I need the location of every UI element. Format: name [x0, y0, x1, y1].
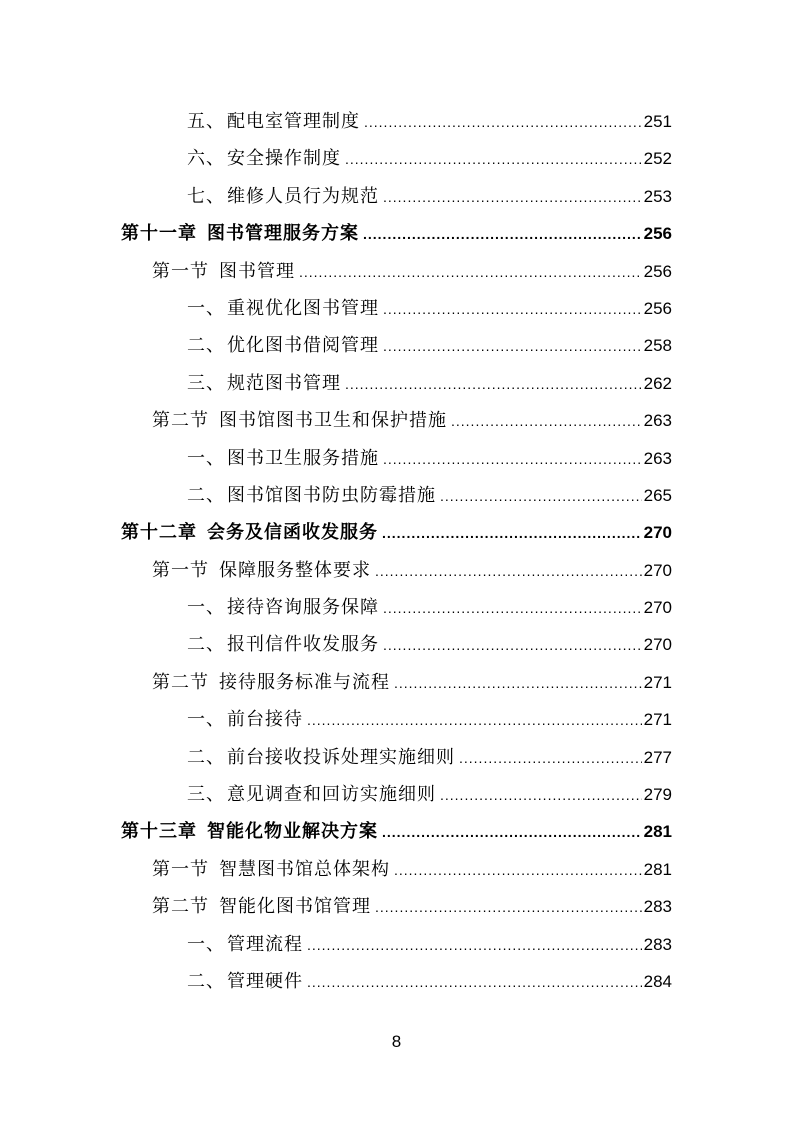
toc-dot-leader [383, 179, 642, 216]
toc-entry-page: 277 [643, 747, 672, 767]
toc-entry-label [152, 402, 447, 439]
toc-entry-label [187, 926, 303, 963]
toc-entry-title: 管理流程 [227, 933, 303, 955]
toc-dot-leader [307, 964, 642, 1001]
toc-entry[interactable] [0, 253, 793, 290]
toc-entry-title: 接待咨询服务保障 [227, 597, 379, 619]
toc-dot-leader [394, 665, 642, 702]
toc-entry-page: 281 [643, 822, 672, 842]
toc-entry-title: 会务及信函收发服务 [207, 522, 378, 544]
toc-entry[interactable] [0, 626, 793, 663]
toc-entry-number: 第一节 [152, 858, 209, 880]
toc-entry-label [187, 963, 303, 1000]
toc-dot-leader [383, 291, 642, 328]
toc-dot-leader [459, 740, 642, 777]
toc-entry-page: 256 [643, 298, 672, 318]
toc-entry-title: 图书管理服务方案 [207, 223, 359, 245]
toc-entry-page: 262 [643, 373, 672, 393]
toc-dot-leader [383, 590, 642, 627]
toc-entry-label [152, 664, 390, 701]
toc-entry-page: 281 [643, 859, 672, 879]
toc-entry-label [187, 589, 379, 626]
toc-entry-label [187, 440, 379, 477]
toc-entry[interactable] [0, 888, 793, 925]
toc-entry-title: 前台接待 [227, 709, 303, 731]
toc-entry-title: 安全操作制度 [227, 148, 341, 170]
toc-entry-number: 一、 [187, 933, 225, 955]
toc-dot-leader [383, 328, 642, 365]
toc-entry-label [187, 701, 303, 738]
toc-entry-number: 一、 [187, 297, 225, 319]
toc-entry-title: 报刊信件收发服务 [227, 634, 379, 656]
toc-entry-page: 284 [643, 971, 672, 991]
toc-entry-number: 第十一章 [121, 223, 197, 245]
toc-entry-number: 第十二章 [121, 522, 197, 544]
toc-entry-number: 七、 [187, 185, 225, 207]
toc-entry-page: 253 [643, 186, 672, 206]
toc-dot-leader [375, 553, 642, 590]
toc-entry-number: 六、 [187, 148, 225, 170]
toc-entry[interactable] [0, 739, 793, 776]
toc-entry-number: 第一节 [152, 260, 209, 282]
toc-entry-label [121, 813, 378, 850]
toc-entry-number: 二、 [187, 484, 225, 506]
toc-entry-page: 265 [643, 485, 672, 505]
toc-entry-title: 管理硬件 [227, 970, 303, 992]
toc-entry-number: 第二节 [152, 671, 209, 693]
toc-dot-leader [364, 104, 642, 141]
toc-entry-label [187, 776, 436, 813]
toc-entry-label [152, 888, 371, 925]
toc-entry-title: 图书馆图书卫生和保护措施 [219, 410, 447, 432]
toc-entry[interactable] [0, 851, 793, 888]
toc-entry-page: 270 [643, 560, 672, 580]
toc-entry-page: 283 [643, 897, 672, 917]
toc-entry[interactable] [0, 402, 793, 439]
toc-entry-label [152, 552, 371, 589]
toc-entry-title: 智能化图书馆管理 [219, 896, 371, 918]
toc-entry[interactable] [0, 178, 793, 215]
toc-entry[interactable] [0, 440, 793, 477]
toc-entry-number: 二、 [187, 335, 225, 357]
toc-entry-label [187, 365, 341, 402]
toc-entry[interactable] [0, 477, 793, 514]
toc-entry[interactable] [0, 701, 793, 738]
toc-entry-title: 保障服务整体要求 [219, 559, 371, 581]
toc-entry-label [187, 626, 379, 663]
toc-dot-leader [382, 814, 642, 851]
toc-dot-leader [440, 478, 642, 515]
toc-entry[interactable] [0, 963, 793, 1000]
toc-entry-title: 智能化物业解决方案 [207, 821, 378, 843]
toc-entry-page: 256 [643, 261, 672, 281]
toc-entry[interactable] [0, 813, 793, 850]
toc-dot-leader [307, 702, 642, 739]
toc-dot-leader [363, 216, 642, 253]
toc-dot-leader [394, 852, 642, 889]
toc-entry-page: 252 [643, 149, 672, 169]
toc-entry-number: 第二节 [152, 410, 209, 432]
toc-entry-title: 图书管理 [219, 260, 295, 282]
toc-entry-label [121, 215, 359, 252]
toc-entry-title: 维修人员行为规范 [227, 185, 379, 207]
toc-entry[interactable] [0, 664, 793, 701]
toc-entry-label [152, 253, 295, 290]
toc-entry-title: 前台接收投诉处理实施细则 [227, 746, 455, 768]
toc-entry-number: 二、 [187, 970, 225, 992]
toc-entry-number: 第十三章 [121, 821, 197, 843]
toc-entry-number: 第二节 [152, 896, 209, 918]
toc-entry-page: 263 [643, 448, 672, 468]
toc-entry-page: 251 [643, 112, 672, 131]
toc-entry-page: 258 [643, 336, 672, 356]
toc-entry-number: 五、 [187, 111, 225, 132]
toc-entry-number: 一、 [187, 597, 225, 619]
toc-entry-page: 263 [643, 411, 672, 431]
toc-entry-page: 279 [643, 785, 672, 805]
toc-entry-page: 271 [643, 710, 672, 730]
toc-entry-label [187, 477, 436, 514]
toc-entry-title: 接待服务标准与流程 [219, 671, 390, 693]
toc-entry[interactable] [0, 589, 793, 626]
toc-entry-label [187, 739, 455, 776]
toc-entry-page: 270 [643, 635, 672, 655]
toc-entry-label [121, 514, 378, 551]
toc-entry-title: 配电室管理制度 [227, 111, 360, 132]
toc-entry[interactable] [0, 327, 793, 364]
toc-entry[interactable] [0, 514, 793, 551]
toc-entry-number: 一、 [187, 447, 225, 469]
toc-entry-page: 270 [643, 598, 672, 618]
toc-dot-leader [299, 254, 642, 291]
toc-entry-page: 271 [643, 672, 672, 692]
toc-entry-title: 图书馆图书防虫防霉措施 [227, 484, 436, 506]
page-number: 8 [391, 1032, 402, 1051]
toc-entry-title: 意见调查和回访实施细则 [227, 784, 436, 806]
toc-dot-leader [382, 515, 642, 552]
toc-entry-label [187, 327, 379, 364]
toc-entry-title: 智慧图书馆总体架构 [219, 858, 390, 880]
toc-entry-number: 二、 [187, 746, 225, 768]
toc-dot-leader [307, 927, 642, 964]
toc-entry-title: 重视优化图书管理 [227, 297, 379, 319]
toc-entry-label [187, 103, 360, 140]
toc-entry-title: 优化图书借阅管理 [227, 335, 379, 357]
toc-entry-title: 图书卫生服务措施 [227, 447, 379, 469]
toc-entry-title: 规范图书管理 [227, 372, 341, 394]
toc-entry-label [187, 290, 379, 327]
toc-dot-leader [451, 403, 642, 440]
toc-entry[interactable] [0, 926, 793, 963]
toc-dot-leader [440, 777, 642, 814]
toc-entry[interactable] [0, 290, 793, 327]
toc-entry[interactable] [0, 140, 793, 177]
toc-entry-page: 256 [643, 224, 672, 244]
toc-dot-leader [383, 627, 642, 664]
toc-entry-number: 二、 [187, 634, 225, 656]
toc-dot-leader [345, 366, 642, 403]
toc-entry-number: 一、 [187, 709, 225, 731]
toc-entry[interactable] [0, 365, 793, 402]
toc-entry-number: 三、 [187, 372, 225, 394]
toc-dot-leader [383, 441, 642, 478]
toc-entry[interactable] [0, 215, 793, 252]
toc-entry-number: 三、 [187, 784, 225, 806]
table-of-contents [0, 103, 793, 1000]
toc-dot-leader [345, 141, 642, 178]
toc-entry-label [187, 178, 379, 215]
toc-entry-page: 283 [643, 934, 672, 954]
toc-entry-page: 270 [643, 523, 672, 543]
toc-entry-label [152, 851, 390, 888]
toc-entry[interactable] [0, 776, 793, 813]
toc-entry[interactable] [0, 103, 793, 140]
toc-entry[interactable] [0, 552, 793, 589]
toc-entry-label [187, 140, 341, 177]
toc-dot-leader [375, 889, 642, 926]
toc-entry-number: 第一节 [152, 559, 209, 581]
